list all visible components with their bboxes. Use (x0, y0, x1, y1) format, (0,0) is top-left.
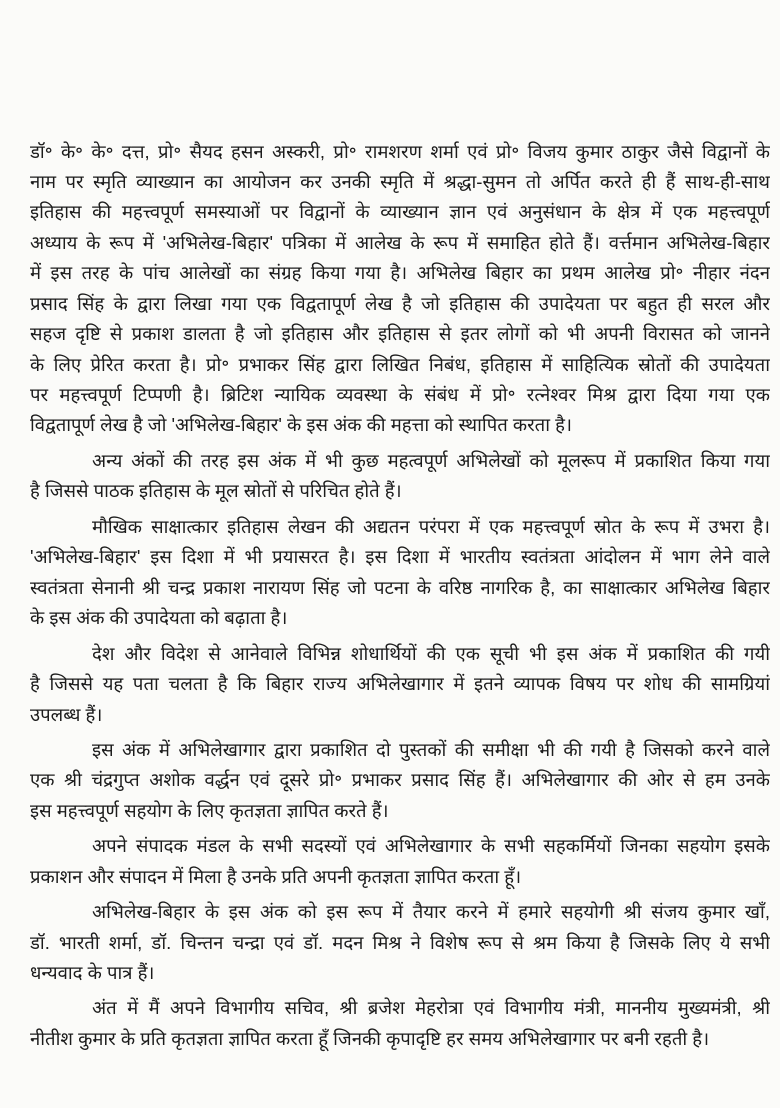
text-line: एक श्री चंद्रगुप्त अशोक वर्द्धन एवं दूसरे प्रो॰ प्रभाकर प्रसाद सिंह हैं। अभिलेखागार की ओर से हम उनके (30, 769, 770, 790)
text-line: विद्वतापूर्ण लेख है जो 'अभिलेख-बिहार' के इस अंक की महत्ता को स्थापित करता है। (30, 414, 572, 435)
text-line: में इस तरह के पांच आलेखों का संग्रह किया गया है। अभिलेख बिहार का प्रथम आलेख प्रो॰ नीहार नंदन (30, 262, 770, 283)
text-line: नाम पर स्मृति व्याख्यान का आयोजन कर उनकी स्मृति में श्रद्धा-सुमन तो अर्पित करते ही हैं साथ-ही-साथ (30, 171, 770, 192)
text-line: अध्याय के रूप में 'अभिलेख-बिहार' पत्रिका में आलेख के रूप में समाहित होते हैं। वर्त्तमान अभिलेख-बिहार (30, 232, 770, 253)
text-line: के इस अंक की उपादेयता को बढ़ाता है। (30, 607, 288, 628)
text-line: मौखिक साक्षात्कार इतिहास लेखन की अद्यतन परंपरा में एक महत्त्वपूर्ण स्रोत के रूप में उभरा है। (92, 516, 770, 537)
text-line: पर महत्त्वपूर्ण टिप्पणी है। ब्रिटिश न्यायिक व्यवस्था के संबंध में प्रो॰ रत्नेश्वर मिश्र द्वारा दिया गया एक (30, 384, 770, 405)
text-line: प्रसाद सिंह के द्वारा लिखा गया एक विद्वतापूर्ण लेख है जो इतिहास की उपादेयता पर बहुत ही सरल और (30, 293, 770, 314)
text-line: इतिहास की महत्त्वपूर्ण समस्याओं पर विद्वानों के व्याख्यान ज्ञान एवं अनुसंधान के क्षेत्र में एक महत्त्वपूर्ण (30, 201, 770, 222)
text-line: नीतीश कुमार के प्रति कृतज्ञता ज्ञापित करता हूँ जिनकी कृपादृष्टि हर समय अभिलेखागार पर बनी रहती है। (30, 1028, 710, 1049)
text-line: इस महत्त्वपूर्ण सहयोग के लिए कृतज्ञता ज्ञापित करते हैं। (30, 800, 389, 821)
text-line: 'अभिलेख-बिहार' इस दिशा में भी प्रयासरत है। इस दिशा में भारतीय स्वतंत्रता आंदोलन में भाग लेने वाले (30, 546, 770, 567)
text-line: अंत में मैं अपने विभागीय सचिव, श्री ब्रजेश मेहरोत्रा एवं विभागीय मंत्री, माननीय मुख्यमंत्री, श्री (92, 997, 770, 1018)
text-line: के लिए प्रेरित करता है। प्रो॰ प्रभाकर सिंह द्वारा लिखित निबंध, इतिहास में साहित्यिक स्रोतों की उपादेयता (30, 354, 770, 375)
text-line: स्वतंत्रता सेनानी श्री चन्द्र प्रकाश नारायण सिंह जो पटना के वरिष्ठ नागरिक है, का साक्षात्कार अभिलेख बिहार (30, 577, 770, 598)
text-line: धन्यवाद के पात्र हैं। (30, 962, 155, 983)
text-line: सहज दृष्टि से प्रकाश डालता है जो इतिहास और इतिहास से इतर लोगों को भी अपनी विरासत को जानने (30, 323, 770, 344)
text-line: है जिससे यह पता चलता है कि बिहार राज्य अभिलेखागार में इतने व्यापक विषय पर शोध की सामग्रियां (30, 673, 770, 694)
text-line: उपलब्ध हैं। (30, 704, 103, 725)
text-line: देश और विदेश से आनेवाले विभिन्न शोधार्थियों की एक सूची भी इस अंक में प्रकाशित की गयी (92, 643, 770, 664)
text-line: अभिलेख-बिहार के इस अंक को इस रूप में तैयार करने में हमारे सहयोगी श्री संजय कुमार खाँ, (92, 901, 770, 922)
text-line: अन्य अंकों की तरह इस अंक में भी कुछ महत्वपूर्ण अभिलेखों को मूलरूप में प्रकाशित किया गया (92, 450, 770, 471)
text-line: इस अंक में अभिलेखागार द्वारा प्रकाशित दो पुस्तकों की समीक्षा भी की गयी है जिसको करने वाले (92, 739, 770, 760)
text-line: है जिससे पाठक इतिहास के मूल स्रोतों से परिचित होते हैं। (30, 480, 402, 501)
text-line: प्रकाशन और संपादन में मिला है उनके प्रति अपनी कृतज्ञता ज्ञापित करता हूँ। (30, 866, 522, 887)
text-line: डॉ॰ के॰ के॰ दत्त, प्रो॰ सैयद हसन अस्करी, प्रो॰ रामशरण शर्मा एवं प्रो॰ विजय कुमार ठाकुर जैसे विद्वानों के (30, 141, 770, 162)
text-line: अपने संपादक मंडल के सभी सदस्यों एवं अभिलेखागार के सभी सहकर्मियों जिनका सहयोग इसके (92, 835, 770, 856)
text-line: डॉ. भारती शर्मा, डॉ. चिन्तन चन्द्रा एवं डॉ. मदन मिश्र ने विशेष रूप से श्रम किया है जिसके लिए ये सभी (30, 932, 770, 953)
